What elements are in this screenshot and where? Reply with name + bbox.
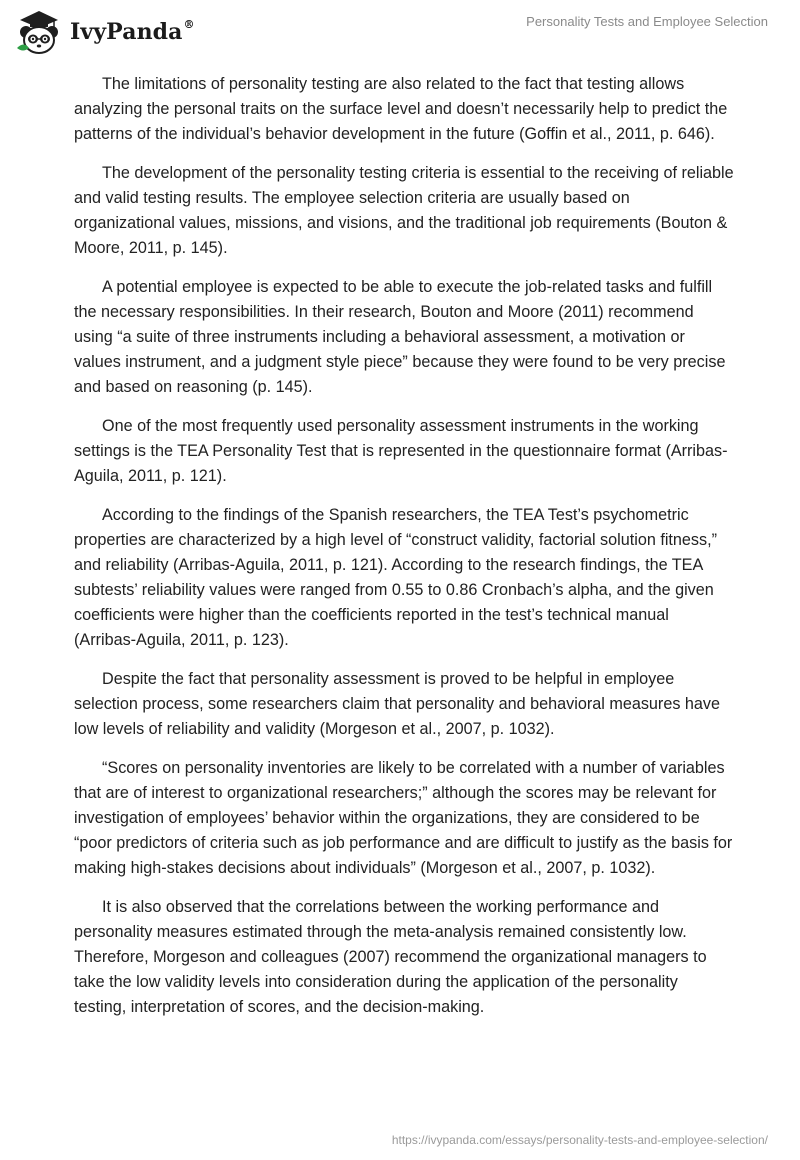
ivypanda-logo[interactable]: [14, 8, 195, 56]
paragraph: A potential employee is expected to be able to execute the job-related tasks and fulfill the necessary responsibilities. In their research, Bouton and Moore (2011) recommend using “a suite of three instruments including a behavioral assessment, a motivation or values instrument, and a judgment style piece” because they were found to be very precise and based on reasoning (p. 145).: [74, 278, 726, 396]
paragraph: Despite the fact that personality assessment is proved to be helpful in employee selection process, some researchers claim that personality and behavioral measures have low levels of reliability and validity (Morgeson et al., 2007, p. 1032).: [74, 670, 721, 738]
paragraph: One of the most frequently used personality assessment instruments in the working settings is the TEA Personality Test that is represented in the questionnaire format (Arribas-Aguila, 2011, p. 121).: [74, 417, 728, 485]
paragraph: According to the findings of the Spanish researchers, the TEA Test’s psychometric properties are characterized by a high level of “construct validity, factorial solution fitness,” and reliability (Arribas-Aguila, 2011, p. 121). According to the research findings, the TEA subtests’ reliability values were ranged from 0.55 to 0.86 Cronbach’s alpha, and the given coefficients were higher than the coefficients reported in the test’s technical manual (Arribas-Aguila, 2011, p. 123).: [74, 506, 718, 649]
page-header: [0, 0, 800, 66]
paragraph: “Scores on personality inventories are likely to be correlated with a number of variables that are of interest to organizational researchers;” although the scores may be relevant for investigation of employees’ behavior within the organizations, they are considered to be “poor predictors of criteria such as job performance and are difficult to justify as the basis for making high-stakes decisions about individuals” (Morgeson et al., 2007, p. 1032).: [74, 759, 733, 877]
logo-text: IvyPanda®: [70, 17, 195, 45]
panda-graduate-icon: [14, 8, 64, 56]
essay-body: [74, 72, 734, 1034]
paragraph: The development of the personality testing criteria is essential to the receiving of reliable and valid testing results. The employee selection criteria are usually based on organizational values, missions, and visions, and the traditional job requirements (Bouton & Moore, 2011, p. 145).: [74, 164, 734, 257]
source-url[interactable]: https://ivypanda.com/essays/personality-tests-and-employee-selection/: [391, 1133, 768, 1147]
paragraph: It is also observed that the correlations between the working performance and personality measures estimated through the meta-analysis remained consistently low. Therefore, Morgeson and colleagues (2007) recommend the organizational managers to take the low validity levels into consideration during the application of the personality testing, interpretation of scores, and the decision-making.: [74, 898, 707, 1016]
paragraph: The limitations of personality testing are also related to the fact that testing allows analyzing the personal traits on the surface level and doesn’t necessarily help to predict the patterns of the individual’s behavior development in the future (Goffin et al., 2011, p. 646).: [74, 75, 728, 143]
document-title: Personality Tests and Employee Selection: [526, 14, 768, 29]
